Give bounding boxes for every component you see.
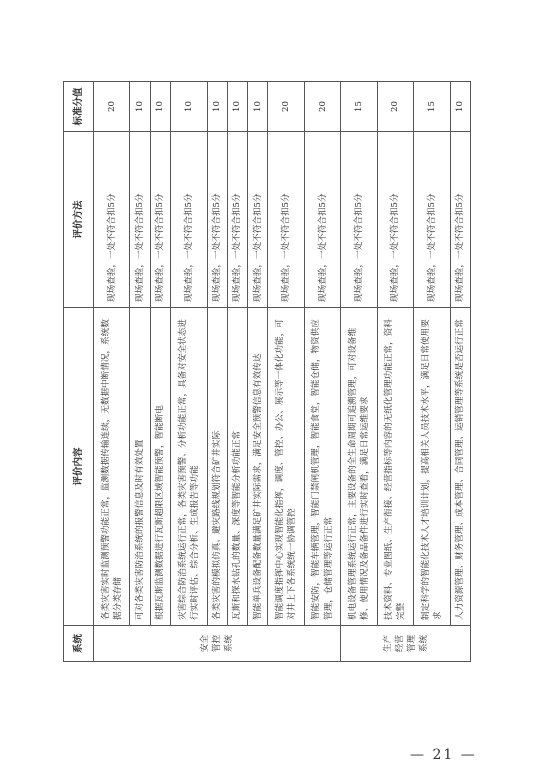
score-cell: 10 [130,82,150,132]
content-cell: 智能单兵设备配备数量满足矿井实际需求，满足安全预警信息有效传达 [248,308,268,626]
table-row [450,82,470,662]
score-cell: 20 [304,82,340,132]
table-row [304,82,340,662]
content-cell: 智能调度指挥中心实现智能化指挥，调度、管控、办公、展示等一体化功能，可对井上下各系统统一协调管控 [268,308,304,626]
table-header-row [64,82,94,662]
content-cell: 智能安防，智能车辆管理，智能门禁闸机管理，智能食堂，智能仓储，物资供应管理，仓储管理等运行正常 [304,308,340,626]
method-cell: 现场查验，一处不符合扣5分 [130,132,150,308]
score-cell: 20 [268,82,304,132]
table-row [341,82,377,662]
table-row [414,82,450,662]
content-cell: 各类灾害的模拟仿真、避灾路线规划符合矿井实际 [207,308,227,626]
score-cell: 10 [248,82,268,132]
header-method: 评价方法 [64,132,94,308]
content-cell: 机电设备管理系统运行正常，主要设备的全生命周期可追溯管理，可对设备维修、使用情况及备品备件进行实时查看，满足日常运维要求 [341,308,377,626]
score-cell: 15 [341,82,377,132]
method-cell: 现场查验，一处不符合扣5分 [268,132,304,308]
score-cell: 10 [227,82,247,132]
table-row [268,82,304,662]
table-row [248,82,268,662]
content-cell: 瓦斯和探水钻孔的数量、深度等智能分析功能正常 [227,308,247,626]
method-cell: 现场查验，一处不符合扣5分 [341,132,377,308]
content-cell: 可对各类灾害防治系统的报警信息及时有效处置 [130,308,150,626]
header-content: 评价内容 [64,308,94,626]
table-row [171,82,207,662]
table-row [377,82,413,662]
header-score: 标准分值 [64,82,94,132]
system-cell: 生产经营管理系统 [341,626,471,662]
table-row [130,82,150,662]
score-cell: 10 [150,82,170,132]
table-row [207,82,227,662]
table-row [227,82,247,662]
score-cell: 20 [377,82,413,132]
table-row [150,82,170,662]
page-number: — 21 — [410,747,477,763]
method-cell: 现场查验，一处不符合扣5分 [414,132,450,308]
method-cell: 现场查验，一处不符合扣5分 [248,132,268,308]
rotated-table-wrapper [63,82,471,662]
method-cell: 现场查验，一处不符合扣5分 [227,132,247,308]
content-cell: 根据瓦斯监测数据进行瓦斯超限区域智能预警，智能断电 [150,308,170,626]
method-cell: 现场查验，一处不符合扣5分 [450,132,470,308]
method-cell: 现场查验，一处不符合扣5分 [150,132,170,308]
method-cell: 现场查验，一处不符合扣5分 [171,132,207,308]
method-cell: 现场查验，一处不符合扣5分 [94,132,130,308]
table-row [94,82,130,662]
score-cell: 15 [414,82,450,132]
content-cell: 灾害综合防治系统运行正常，各类灾害预警、分析功能正常，具备对安全状态进行实时评估、综合分析、生成报告等功能 [171,308,207,626]
score-cell: 10 [450,82,470,132]
header-system: 系统 [64,626,94,662]
score-cell: 10 [171,82,207,132]
method-cell: 现场查验，一处不符合扣5分 [207,132,227,308]
content-cell: 各类灾害实时监测预警功能正常，监测数据传输连续，无数据中断情况，系统数据分类存储 [94,308,130,626]
score-cell: 20 [94,82,130,132]
method-cell: 现场查验，一处不符合扣5分 [304,132,340,308]
content-cell: 技术资料、专业图纸、生产衔接、经营指标等内容的无纸化管理功能正常，资料完整 [377,308,413,626]
evaluation-table [63,81,471,662]
method-cell: 现场查验，一处不符合扣5分 [377,132,413,308]
content-cell: 人力资源管理、财务管理、成本管理、合同管理、运销管理等系统是否运行正常 [450,308,470,626]
system-cell: 安全管控系统 [94,626,341,662]
content-cell: 制定科学的智能化技术人才培训计划，提高相关人员技术水平，满足日常使用要求 [414,308,450,626]
score-cell: 10 [207,82,227,132]
